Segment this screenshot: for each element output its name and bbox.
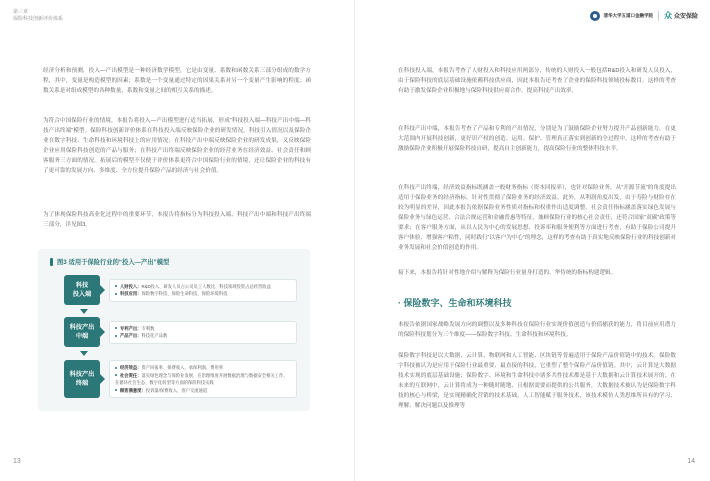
right-paragraph-2: 在科技产出中端，本报告考查了产品和专利的产出情况，分别是为了鼓励保险企业努力提升产品创新能力，在更大范围内开展科技创新，更好识产权的创造、运用、保护、管理真正落实到创新的全过程中。这样的考查有助于激励保险企业积极开展保险科技自研，提高自主创新能力，提高保险行业的整体科技水平。 (398, 126, 676, 152)
figure-row-input-label (64, 275, 100, 305)
figure-row-input-items (109, 279, 297, 302)
right-paragraph-4: 接下来，本报告将针对性地介绍与解释为保险行业量身打造的、华侍统的指标构建逻辑。 (398, 270, 617, 276)
page-number-left: 13 (13, 458, 21, 465)
figure-input-output-model (38, 249, 310, 411)
company-logo-mark: 众 (663, 11, 672, 20)
figure-title (50, 257, 169, 266)
institute-logo (590, 11, 653, 21)
figure-item-name: 科技应用： (120, 291, 142, 296)
figure-title-text: 图3 适用于保险行业的“投入—产出”模型 (57, 259, 170, 266)
left-paragraph-1: 经济分析和预测，投入—产出模型是一种经济数学模型，它是由变量、系数和函数关系三部分组成的数学方程，其中，变量是构造模型的因素；系数是一个变量通过特定的因果关系对另一个变量产生影响的程度；函数关系是对组成模型的各种数量、系数和变量之间的相互关系的描述。 (43, 68, 311, 94)
right-paragraph-5: 本报告依据国家战略发展方向的调整以及多种科技在保险行业实现价值创造与价值捕获的能力，将目前应用潜力的保险科技划分为三个维度——保险数字科技、生命科技和环境科技。 (398, 322, 676, 338)
figure-item (115, 325, 291, 333)
chapter-label: 第三章 (13, 9, 29, 15)
bullet-icon (115, 367, 117, 369)
figure-row-input (64, 275, 297, 305)
figure-item-desc: 投诉量/保费收入、客户交流通道 (145, 387, 208, 393)
figure-item-name: 经济效益： (120, 365, 142, 370)
company-logo (664, 10, 698, 21)
figure-label-line: 终端 (75, 380, 89, 387)
figure-item-name: 产品产出： (120, 333, 142, 338)
figure-row-output-items (109, 360, 297, 398)
arrow-right-icon (100, 327, 105, 337)
chapter-subtitle: 保险科技创新评价体系 (13, 16, 64, 22)
arrow-down-icon (80, 309, 88, 314)
company-logo-text: 众安保险 (673, 14, 698, 20)
figure-row-middle-label (64, 317, 100, 347)
figure-label-line: 中端 (75, 333, 89, 340)
figure-item-name: 顾客满意度： (120, 387, 146, 393)
figure-item-desc: 落实绿色理念与保险业发展、在治理维度开展数据治理与数据安全相关工作、在循环社会生态、数字化转型等方面的保险科技实践 (115, 372, 288, 385)
figure-label-line: 科技 (75, 282, 89, 289)
arrow-right-icon (100, 285, 105, 295)
figure-row-middle (64, 317, 297, 347)
bullet-icon (115, 327, 117, 329)
institute-logo-text: 清华大学五道口金融学院 (603, 13, 653, 18)
bullet-icon (115, 389, 117, 391)
figure-item-desc: 专利数 (141, 325, 155, 331)
figure-item-desc: 科技化产品数 (141, 333, 168, 338)
figure-item (115, 387, 291, 395)
bullet-icon (115, 374, 117, 376)
figure-item-desc: R&D投入、研发人员占公司员工人数比、科技领域投资占总经营收益 (141, 283, 271, 289)
figure-item-name: 社会责任： (120, 372, 142, 378)
figure-item (115, 332, 291, 340)
figure-row-middle-items (109, 321, 297, 344)
figure-title-marker (50, 258, 53, 266)
bullet-icon (115, 293, 117, 295)
logo-divider (658, 11, 659, 21)
figure-item-desc: 资产回报率、保费收入、承保利润、费用率 (141, 365, 224, 370)
figure-item-desc: 保险数字科技、保险生命科技、保险环境科技 (141, 291, 228, 296)
figure-label-line: 科技产出 (69, 371, 95, 378)
left-paragraph-3: 为了体现保险科技高业化过程中的重要环节，本报告将指标分为科技投入端、科技产出中端和科技产出终端三部分，详见图3。 (43, 212, 311, 228)
running-header (13, 9, 63, 23)
figure-item-name: 人财投入： (120, 283, 142, 289)
right-paragraph-1: 在科技投入端，本报告考查了人财投入和科技应用两部分，传统的人财投入一般包括R&D投入和研发人员投入，由于保险科技的底层基础设施依赖科技供应商，因此本报告还考查了企业的保险科技领域投标数目。这样的考查有助于激发保险企业积极地与保险科技供应商合作，提高科技产出效率。 (398, 68, 676, 94)
right-paragraph-3: 在科技产出终端，经济效益指标既涵盖一般财务指标（资本回报率），也针对保险业务，从“开源节流”的角度提出适用于保险业务的经济指标。针对性贯彻了保险业务的经济效益。此外，从利润角度出发，由于寿险与财险存在较为明显的差异，因此本报告依据保险业务性质对指标和权重作出适度调整。社会责任指标涵盖落实绿色发展与保险业务与绿色运营、合法合规运营和金融普惠等特征，兼顾保险行业的核心社会责任，还符合国家“双碳”政策等要求；在客户服务方面，从以人民为中心的发展思想、投诉率和服务便利等方面进行考查，有助于保险公司提升客户体验、增强客户粘性，同时践行“以客户为中心”的理念，这样的考查有助于真实地反映保险行业的科技创新对业务发展和社会价值创造的作用。 (398, 185, 676, 251)
figure-row-output-label (64, 360, 100, 398)
seal-icon (590, 11, 600, 21)
figure-item (115, 372, 291, 387)
bullet-icon (115, 285, 117, 287)
figure-label-line: 投入端 (72, 291, 92, 298)
figure-label-line: 科技产出 (69, 324, 95, 331)
figure-item (115, 290, 291, 298)
arrow-right-icon (100, 374, 105, 384)
header-logos (590, 10, 698, 21)
right-page (355, 0, 710, 481)
right-paragraph-6: 保险数字科技是以大数据、云计算、物联网和人工智能、区块链等普遍适用于保险产品价值链中的技术。保险数字科技被认为是应用于保险行业最重要、最直接的科技，它重塑了整个保险产品价值链。其中，云计算是大数据技术实现的底层基础设施；保险数字、环境和生命科技中诸多共性技术都是基于大数据和云计算技术展开的。在未来的互联网中，云计算将成为一种随时随地、且根据需要而提供的公共服务，大数据技术被认为是保险数字科技的核心与桥梁，是实现精确化营销的技术基础。人工智能赋于服务技术，该技术模仿人类思维所具有的学习、理解、解决问题以及推理等 (398, 353, 676, 409)
figure-row-output (64, 360, 297, 398)
left-paragraph-2: 为符合中国保险行业的情境，本报告将投入—产出模型进行适当拓展，形成“科技投入端—科技产出中端—科技产出终端”模型。保险科技创新评价体系在科技投入端反映保险企业的研发情况，科技引入情况以及保险企业在数字科技、生命科技和环境科技上的应用情况；在科技产出中端反映保险企业的研发成果，又反映保险企业应用保险科技创造的产品与服务；在科技产出终端反映保险企业的经营业务在经济效益、社会责任和顾客服务三方面的情况。拓展后的模型不仅便于评价体系更符合中国保险行业的情境，还让保险企业的科技有了更可靠的发展方向、多维度、全方位提升保险产品的经济与社会价值。 (43, 118, 311, 174)
arrow-down-icon (80, 351, 88, 356)
figure-item (115, 364, 291, 372)
figure-item (115, 283, 291, 291)
section-heading: · 保险数字、生命和环境科技 (398, 298, 512, 308)
bullet-icon (115, 335, 117, 337)
figure-item-name: 专利产出： (120, 325, 142, 331)
page-number-right: 14 (687, 458, 695, 465)
